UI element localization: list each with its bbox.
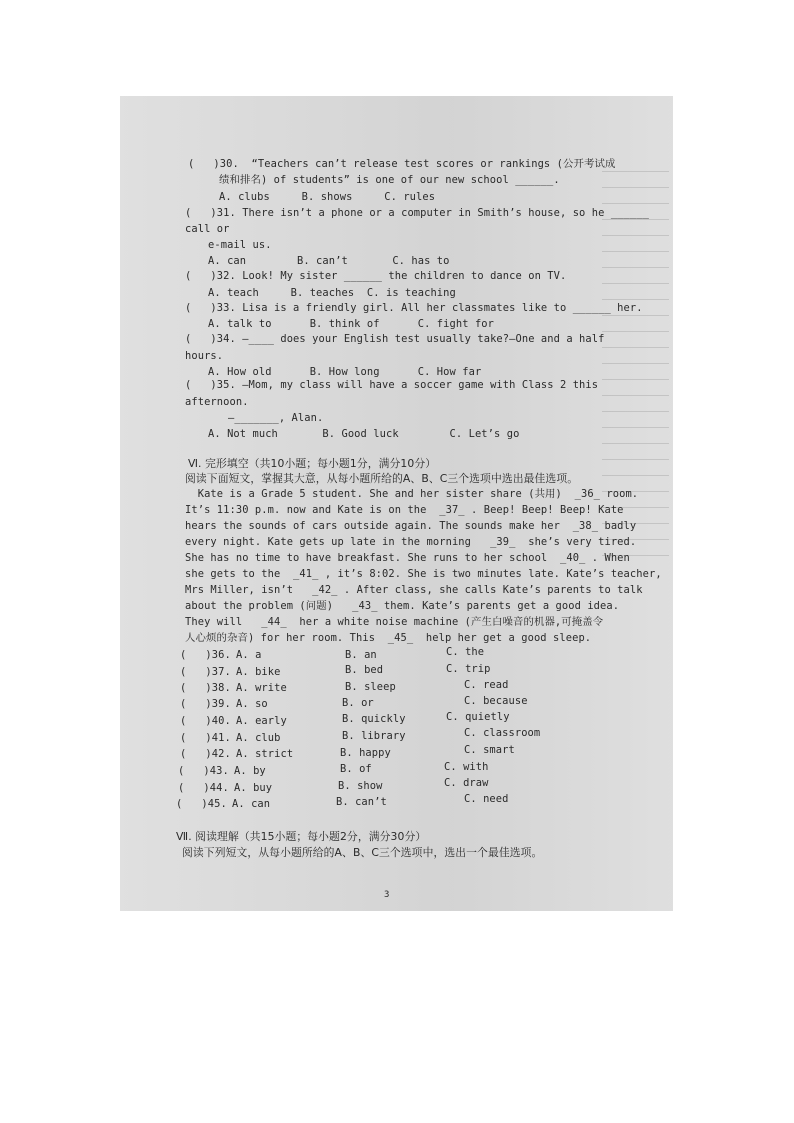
q43-option-b: B. of: [340, 763, 372, 775]
q36-option-a: A. a: [236, 649, 262, 661]
passage-line-6: she gets to the _41_ , it’s 8:02. She is two minutes late. Kate’s teacher,: [185, 568, 662, 580]
q35-line2: afternoon.: [185, 396, 249, 408]
q39-option-a: A. so: [236, 698, 268, 710]
passage-line-8: about the problem (问题) _43_ them. Kate’s parents get a good idea.: [185, 600, 620, 612]
passage-line-3: hears the sounds of cars outside again. The sounds make her _38_ badly: [185, 520, 637, 532]
q39-option-b: B. or: [342, 697, 374, 709]
q31-line3: e-mail us.: [208, 239, 272, 251]
q38-option-b: B. sleep: [345, 681, 396, 693]
section6-heading: Ⅵ. 完形填空（共10小题；每小题1分，满分10分）: [188, 457, 437, 470]
q40-option-a: A. early: [236, 715, 287, 727]
q39-option-c: C. because: [464, 695, 528, 707]
q38-option-a: A. write: [236, 682, 287, 694]
passage-line-1: Kate is a Grade 5 student. She and her sister share (共用) _36_ room.: [185, 488, 639, 500]
q41-number: ( )41.: [180, 732, 231, 744]
q42-option-b: B. happy: [340, 747, 391, 759]
q30-line2: 绩和排名) of students” is one of our new school ______.: [219, 174, 560, 186]
q42-option-a: A. strict: [236, 748, 294, 760]
q37-number: ( )37.: [180, 666, 231, 678]
q45-option-a: A. can: [232, 798, 271, 810]
q36-number: ( )36.: [180, 649, 231, 661]
exam-page: [120, 96, 673, 911]
q33-line1: ( )33. Lisa is a friendly girl. All her classmates like to ______ her.: [185, 302, 643, 314]
passage-line-4: every night. Kate gets up late in the morning _39_ she’s very tired.: [185, 536, 637, 548]
passage-line-5: She has no time to have breakfast. She runs to her school _40_ . When: [185, 552, 630, 564]
q30-line1: ( )30. “Teachers can’t release test scores or rankings (公开考试成: [188, 158, 616, 170]
q34-line2: hours.: [185, 350, 224, 362]
q37-option-b: B. bed: [345, 664, 384, 676]
q35-line3: —_______, Alan.: [228, 412, 324, 424]
passage-line-7: Mrs Miller, isn’t _42_ . After class, she calls Kate’s parents to talk: [185, 584, 643, 596]
q44-number: ( )44.: [178, 782, 229, 794]
q39-number: ( )39.: [180, 698, 231, 710]
q31-options: A. can B. can’t C. has to: [208, 255, 450, 267]
q43-option-c: C. with: [444, 761, 489, 773]
passage-line-2: It’s 11:30 p.m. now and Kate is on the _37_ . Beep! Beep! Beep! Kate: [185, 504, 624, 516]
q34-options: A. How old B. How long C. How far: [208, 366, 482, 378]
q38-number: ( )38.: [180, 682, 231, 694]
q43-number: ( )43.: [178, 765, 229, 777]
q38-option-c: C. read: [464, 679, 509, 691]
q42-number: ( )42.: [180, 748, 231, 760]
passage-line-10: 人心烦的杂音) for her room. This _45_ help her get a good sleep.: [185, 632, 592, 644]
q40-number: ( )40.: [180, 715, 231, 727]
q43-option-a: A. by: [234, 765, 266, 777]
section6-instruction: 阅读下面短文，掌握其大意，从每小题所给的A、B、C三个选项中选出最佳选项。: [185, 472, 579, 485]
passage-line-9: They will _44_ her a white noise machine (产生白噪音的机器,可掩盖令: [185, 616, 604, 628]
q40-option-b: B. quickly: [342, 713, 406, 725]
q40-option-c: C. quietly: [446, 711, 510, 723]
q36-option-c: C. the: [446, 646, 485, 658]
q32-line1: ( )32. Look! My sister ______ the children to dance on TV.: [185, 270, 567, 282]
q41-option-a: A. club: [236, 732, 281, 744]
q32-options: A. teach B. teaches C. is teaching: [208, 287, 456, 299]
q35-options: A. Not much B. Good luck C. Let’s go: [208, 428, 520, 440]
q44-option-b: B. show: [338, 780, 383, 792]
q41-option-c: C. classroom: [464, 727, 541, 739]
q44-option-c: C. draw: [444, 777, 489, 789]
q45-number: ( )45.: [176, 798, 227, 810]
q41-option-b: B. library: [342, 730, 406, 742]
q36-option-b: B. an: [345, 649, 377, 661]
q44-option-a: A. buy: [234, 782, 273, 794]
q34-line1: ( )34. —____ does your English test usually take?—One and a half: [185, 333, 605, 345]
q37-option-c: C. trip: [446, 663, 491, 675]
section7-instruction: 阅读下列短文，从每小题所给的A、B、C三个选项中，选出一个最佳选项。: [182, 846, 543, 859]
q33-options: A. talk to B. think of C. fight for: [208, 318, 495, 330]
q31-line2: call or: [185, 223, 230, 235]
q30-options: A. clubs B. shows C. rules: [219, 191, 436, 203]
page-number: 3: [384, 890, 390, 900]
q37-option-a: A. bike: [236, 666, 281, 678]
q45-option-b: B. can’t: [336, 796, 387, 808]
q45-option-c: C. need: [464, 793, 509, 805]
q35-line1: ( )35. —Mom, my class will have a soccer game with Class 2 this: [185, 379, 599, 391]
q31-line1: ( )31. There isn’t a phone or a computer in Smith’s house, so he ______: [185, 207, 649, 219]
q42-option-c: C. smart: [464, 744, 515, 756]
section7-heading: Ⅶ. 阅读理解（共15小题；每小题2分，满分30分）: [176, 830, 427, 843]
